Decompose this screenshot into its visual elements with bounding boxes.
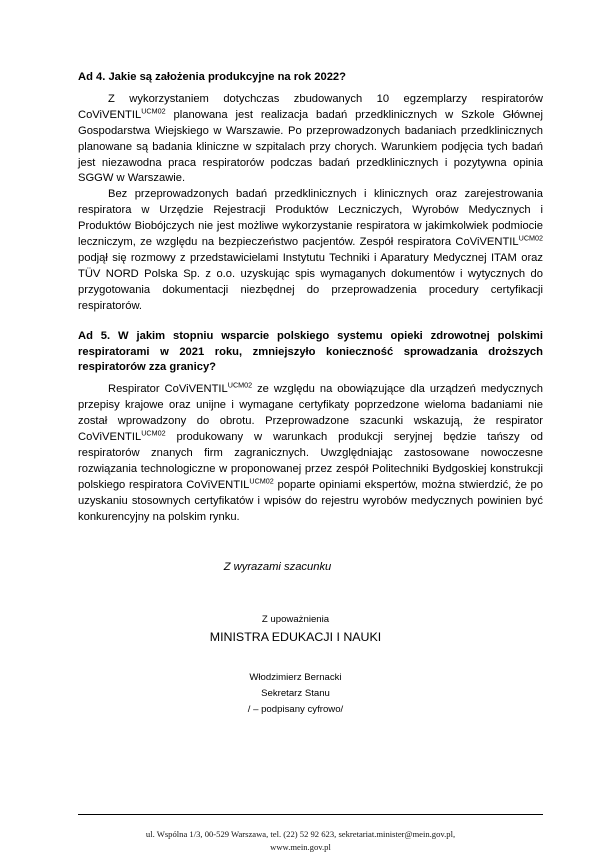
section-spacer [78,315,543,329]
section-ad5-paragraph-1: Respirator CoViVENTIL$^{UCM02}$ ze względu na obowiązujące dla urządzeń medycznych przepisy krajowe oraz unijne i wymagane certyfikaty poprzedzone wieloma badaniami nie został wprowadzony do obrotu. Przeprowadzone szacunki wskazują, że respirator CoViVENTIL$^{UCM02}$ produkowany w warunkach produkcji seryjnej będzie tańszy od respiratorów znanych firm zagranicznych. Uwzględniając zastosowane nowoczesne rozwiązania technologiczne w proponowanej przez zespół Politechniki Bydgoskiej konstrukcji polskiego respiratora CoViVENTIL$^{UCM02}$ poparte opiniami ekspertów, można stwierdzić, że po uzyskaniu stosownych certyfikatów i wpisów do rejestru wyrobów medycznych powinien być konkurencyjny na polskim rynku. [78,380,543,523]
authority-block [78,613,543,646]
footer-divider [78,814,543,815]
section-ad5-heading: Ad 5. W jakim stopniu wsparcie polskiego systemu opieki zdrowotnej polskimi respiratorami w 2021 roku, zmniejszyło konieczność sprowadzania droższych respiratorów zza granicy? [78,329,543,374]
closing-block [78,561,543,573]
section-ad5 [78,329,543,526]
closing-text: Z wyrazami szacunku [223,561,332,574]
signer-block [78,670,543,717]
section-ad4-paragraph-1: Z wykorzystaniem dotychczas zbudowanych 10 egzemplarzy respiratorów CoViVENTIL$^{UCM02}$ planowana jest realizacja badań przedklinicznych w Szkole Głównej Gospodarstwa Wiejskiego w Warszawie. Po przeprowadzonych badaniach przedklinicznych planowane są badania kliniczne w szpitalach przy chorych. Warunkiem podjęcia tych badań jest niezawodna praca respiratorów podczas badań przedklinicznych i pozytywna opinia SGGW w Warszawie. [78,92,543,185]
section-ad4 [78,70,543,315]
authority-ministry: MINISTRA EDUKACJI I NAUKI [209,629,382,644]
authority-from-line: Z upoważnienia [261,614,330,626]
signer-name: Włodzimierz Bernacki [249,672,342,684]
footer-line-2: www.mein.gov.pl [270,841,331,852]
footer-line-1: ul. Wspólna 1/3, 00-529 Warszawa, tel. (22) 52 92 623, sekretariat.minister@mein.gov.pl, [145,829,456,840]
section-ad4-paragraph-2: Bez przeprowadzonych badań przedklinicznych i klinicznych oraz zarejestrowania respiratora w Urzędzie Rejestracji Produktów Leczniczych, Wyrobów Medycznych i Produktów Biobójczych nie jest możliwe wykorzystanie respiratora w jakimkolwiek podmiocie leczniczym, ze względu na bezpieczeństwo pacjentów. Zespół respiratora CoViVENTIL$^{UCM02}$ podjął się rozmowy z przedstawicielami Instytutu Techniki i Aparatury Medycznej ITAM oraz TÜV NORD Polska Sp. z o.o. uzyskując spis wymaganych dokumentów i wytycznych do przygotowania dokumentacji niezbędnej do przeprowadzenia procedury certyfikacji respiratorów. [78,188,543,312]
page-footer [0,828,601,853]
signer-note: / – podpisany cyfrowo/ [247,703,344,715]
signer-title: Sekretarz Stanu [261,688,330,699]
section-ad4-heading: Ad 4. Jakie są założenia produkcyjne na rok 2022? [78,71,346,83]
